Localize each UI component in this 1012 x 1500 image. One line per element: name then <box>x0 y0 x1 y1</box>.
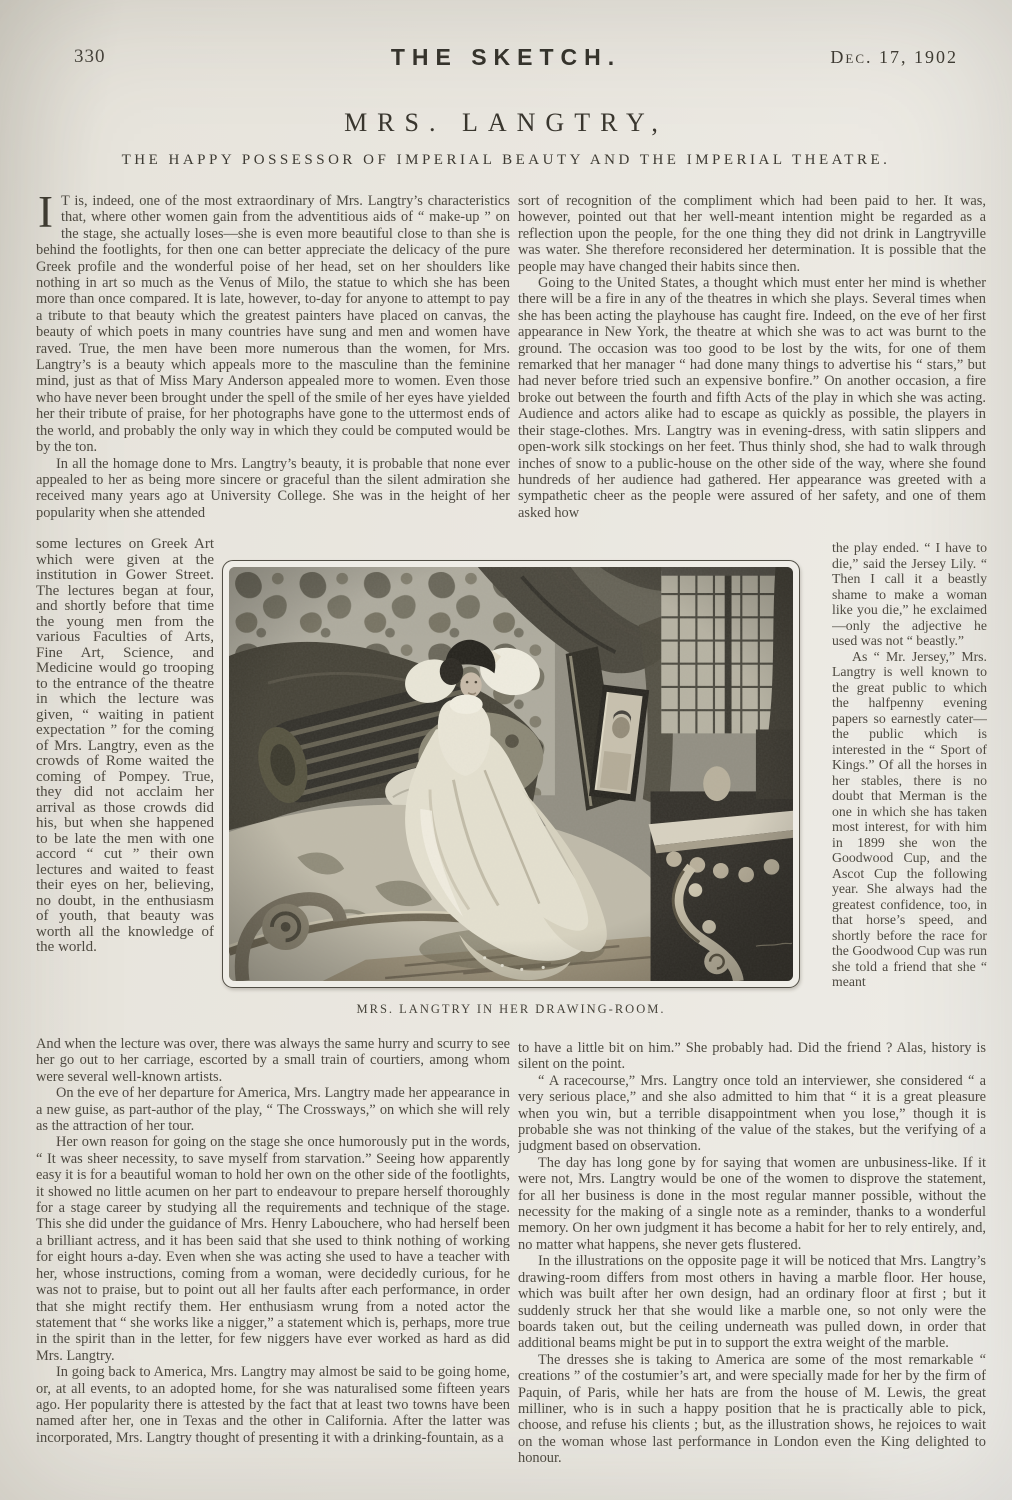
paragraph: Her own reason for going on the stage she once humorously put in the words, “ It was sheer necessity, to save myself from starvation.” Seeing how apparently easy it is for a beautiful woman to hold her own on the other side of the footlights, it showed no little acumen on her part to endeavour to prepare herself thoroughly for a stage career by studying all the requirements and technique of the stage. This she did under the guidance of Mrs. Henry Labouchere, who had herself been a brilliant actress, and it has been said that she used to think nothing of working for eight hours a-day. Even when she was acting she used to have a teacher with her, whose instructions, coming from a woman, were decidedly curious, for he was not to praise, but to point out all her faults after each performance, in order that she might rectify them. Her enthusiasm wrung from a noted actor the statement that “ she works like a nigger,” a statement which is, perhaps, more true in the spirit than in the letter, for few niggers have ever worked as hard as did Mrs. Langtry. <box>36 1134 510 1364</box>
drawing-room-photo <box>222 560 800 988</box>
paragraph: “ A racecourse,” Mrs. Langtry once told an interviewer, she considered “ a very serious place,” and she also admitted to him that “ it is a great pleasure when you win, but a terrible disappointment when you lose,” though it is probable she was not thinking of the value of the stakes, but the verifying of a judgment based on observation. <box>518 1072 986 1155</box>
column-right-top <box>518 193 986 541</box>
paragraph: In going back to America, Mrs. Langtry may almost be said to be going home, or, at all events, to an adopted home, for she was naturalised some fifteen years ago. Her popularity there is attested by the fact that at least two towns have been named after her, one in Texas and the other in California. After the latter was incorporated, Mrs. Langtry thought of presenting it with a drinking-fountain, as a <box>36 1364 510 1446</box>
column-left-bottom <box>36 1036 510 1496</box>
paragraph: The dresses she is taking to America are some of the most remarkable “ creations ” of the costumier’s art, and were specially made for her by the firm of Paquin, of Paris, while her hats are from the house of M. Lewis, the great milliner, who is in such a happy position that he is practically able to pick, choose, and refuse his clients ; but, as the illustration shows, he rejoices to wait on the woman whose last performance in London even the King delighted to honour. <box>518 1351 986 1467</box>
drop-cap: I <box>38 193 53 237</box>
paragraph <box>36 193 510 456</box>
article-title: MRS. LANGTRY, <box>344 108 668 137</box>
issue-date: Dec. 17, 1902 <box>830 47 958 67</box>
column-left-narrow <box>36 537 214 1036</box>
paragraph: Going to the United States, a thought which must enter her mind is whether there will be a fire in any of the theatres in which she plays. Several times when she has been acting the playhouse has caught fire. Indeed, on the eve of her first appearance in New York, the theatre at which she was to act was burnt to the ground. The occasion was too good to be lost by the wits, for one of them remarked that her manager “ had done many things to advertise his “ stars,” but had never before tried such an expensive bonfire.” On another occasion, a fire broke out between the fourth and fifth Acts of the play in which she was acting. Audience and actors alike had to escape as quickly as possible, the players in their stage-clothes. Mrs. Langtry was in evening-dress, with satin slippers and open-work silk stockings on her feet. Thus thinly shod, she had to walk through inches of snow to a public-house on the other side of the way, where she found hundreds of her audience had gathered. Her appearance was greeted with a sympathetic cheer as the people were assured of her safety, and one of them asked how <box>518 275 986 521</box>
article-subtitle: THE HAPPY POSSESSOR OF IMPERIAL BEAUTY AND THE IMPERIAL THEATRE. <box>121 152 891 168</box>
paragraph: some lectures on Greek Art which were given at the institution in Gower Street. The lectures began at four, and shortly before that time the young men from the various Faculties of Arts, Fine Art, Science, and Medicine would go trooping to the entrance of the theatre in which the lecture was given, “ waiting in patient expectation ” for the coming of Mrs. Langtry, even as the crowds of Rome waited the coming of Pompey. True, they did not acclaim her arrival as those crowds did his, but when she happened to be late the men with one accord “ cut ” their own lectures and waited to feast their eyes on her, believing, no doubt, in the enthusiasm of youth, that beauty was worth all the knowledge of the world. <box>36 537 214 955</box>
paragraph: sort of recognition of the compliment which had been paid to her. It was, however, pointed out that her well-meant intention might be regarded as a reflection upon the people, for the one thing they did not drink in Langtryville was water. She therefore reconsidered her determination. It is possible that the people may have changed their habits since then. <box>518 193 986 275</box>
paragraph: And when the lecture was over, there was always the same hurry and scurry to see her go out to her carriage, escorted by a small train of courtiers, among whom were several well-known artists. <box>36 1036 510 1085</box>
photo-caption: MRS. LANGTRY IN HER DRAWING-ROOM. <box>356 1002 666 1016</box>
photo-vignette <box>229 567 793 981</box>
paragraph: The day has long gone by for saying that women are unbusiness-like. If it were not, Mrs. Langtry would be one of the women to disprove the statement, for all her business is done in the most regular manner possible, without the necessity for the making of a single note as a reminder, thanks to a wonderful memory. On her own judgment it has become a habit for her to rely entirely, and, no matter what happens, she never gets flustered. <box>518 1154 986 1253</box>
paragraph: In the illustrations on the opposite page it will be noticed that Mrs. Langtry’s drawing-room differs from most others in having a marble floor. Her house, which was built after her own design, had an ordinary floor at first ; but it suddenly struck her that she would like a marble one, so not only were the boards taken out, but the ceiling underneath was pulled down, in order that additional beams might be put in to support the extra weight of the marble. <box>518 1253 986 1352</box>
column-right-narrow <box>832 540 987 1040</box>
paragraph: the play ended. “ I have to die,” said the Jersey Lily. “ Then I call it a beastly shame to make a woman like you die,” he exclaimed—only the adjective he used was not “ beastly.” <box>832 540 987 648</box>
paragraph: As “ Mr. Jersey,” Mrs. Langtry is well known to the great public to which the halfpenny evening papers so earnestly cater—the public which is interested in the “ Sport of Kings.” Of all the horses in her stables, there is no doubt that Merman is the one in which she has taken most interest, for with him in 1899 she won the Goodwood Cup, and the Ascot Cup the following year. She always had the greatest confidence, too, in that horse’s speed, and shortly before the race for the Goodwood Cup was run she told a friend that she “ meant <box>832 648 987 989</box>
masthead: THE SKETCH. <box>390 44 622 70</box>
paragraph-group <box>36 456 510 522</box>
column-left-top <box>36 193 510 539</box>
photo-image <box>229 567 793 981</box>
paragraph: In all the homage done to Mrs. Langtry’s beauty, it is probable that none ever appealed to her as being more sincere or graceful than the silent admiration she received many years ago at University College. She was in the height of her popularity when she attended <box>36 455 510 521</box>
paragraph: to have a little bit on him.” She probably had. Did the friend ? Alas, history is silent on the point. <box>518 1040 986 1073</box>
paragraph: On the eve of her departure for America, Mrs. Langtry made her appearance in a new guise, as part-author of the play, “ The Crossways,” on which she will rely as the attraction of her tour. <box>36 1085 510 1135</box>
paragraph-text: T is, indeed, one of the most extraordinary of Mrs. Langtry’s characteristics that, where other women gain from the adventitious aids of “ make-up ” on the stage, she actually loses—she is even more beautiful close to than she is behind the footlights, for then one can better appreciate the delicacy of the pure Greek profile and the wonderful poise of her head, set on her shoulders like nothing in art so much as the Venus of Milo, the statue to which she has been more than once compared. It is late, however, to-day for anyone to attempt to pay a tribute to that beauty which the greatest painters have placed on canvas, the beauty of which poets in many countries have sung and men and women have raved. True, the men have been more numerous than the women, for Mrs. Langtry’s is a beauty which appeals more to the masculine than the feminine mind, just as that of Miss Mary Anderson appealed more to women. Even those who have never been brought under the spell of the smile of her eyes have yielded her their tribute of praise, for her photographs have gone to the uttermost ends of the world, and probably the only way in which they could be computed would be by the ton. <box>36 193 510 456</box>
column-right-bottom <box>518 1040 986 1495</box>
page-number: 330 <box>74 46 106 67</box>
